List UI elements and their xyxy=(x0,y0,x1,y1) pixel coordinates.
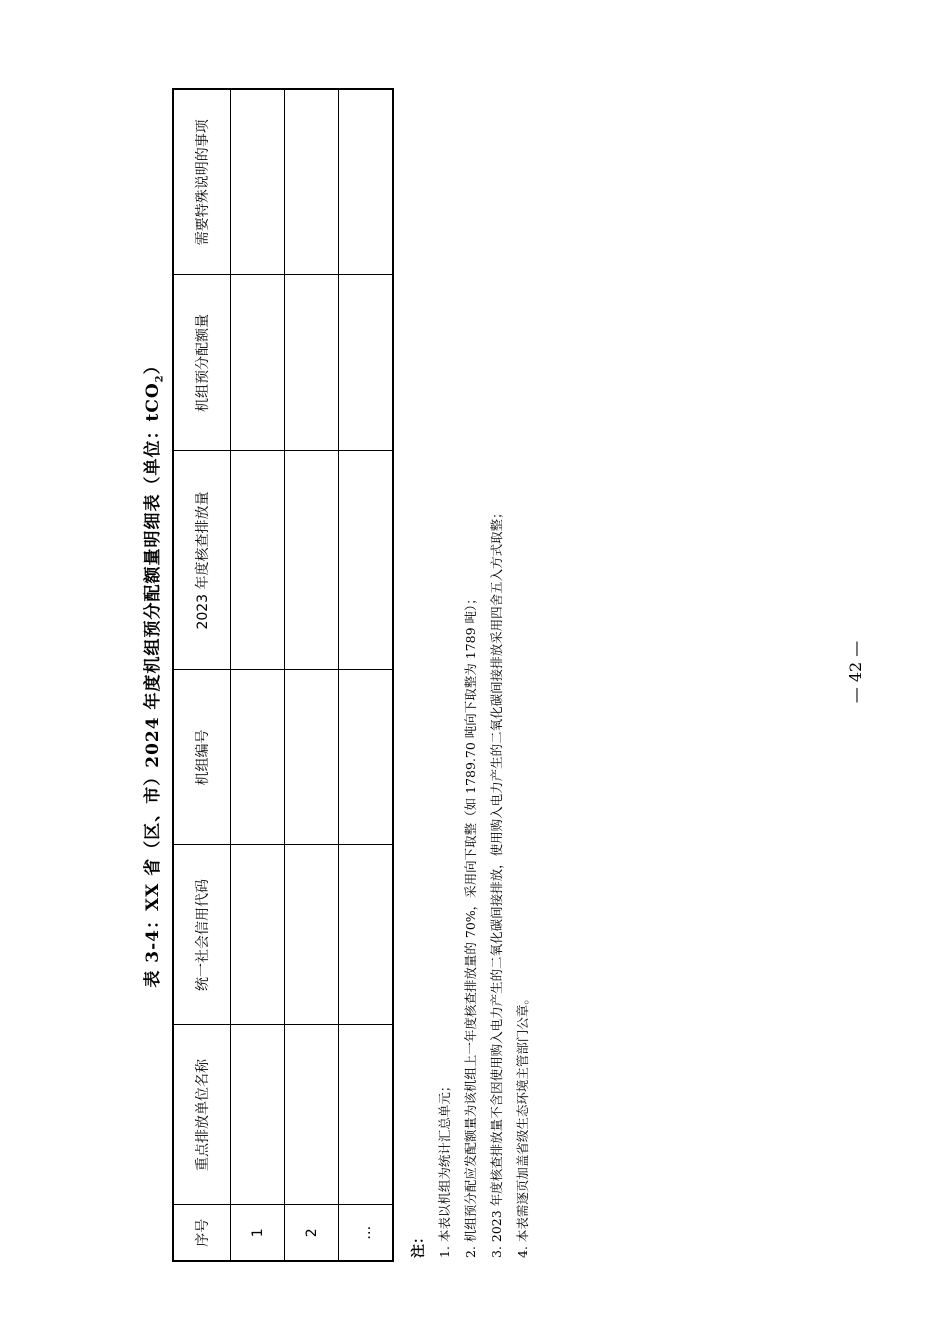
table-cell xyxy=(285,275,339,451)
table-cell xyxy=(231,670,285,845)
header-special-notes: 需要特殊说明的事项 xyxy=(173,89,231,275)
table-cell xyxy=(339,670,394,845)
table-row xyxy=(285,89,339,1261)
allocation-table xyxy=(172,88,394,1262)
note-item: 4. 本表需逐页加盖省级生态环境主管部门公章。 xyxy=(515,992,530,1258)
table-cell xyxy=(231,845,285,1025)
table-row xyxy=(231,89,285,1261)
header-unit-number: 机组编号 xyxy=(173,670,231,845)
table-cell xyxy=(285,451,339,670)
header-pre-allocation: 机组预分配额量 xyxy=(173,275,231,451)
notes xyxy=(406,506,536,1258)
table-row xyxy=(339,89,394,1261)
note-item: 1. 本表以机组为统计汇总单元； xyxy=(437,1079,452,1258)
notes-heading: 注： xyxy=(411,1230,427,1258)
page-number: — 42 — xyxy=(846,640,865,704)
table-cell xyxy=(231,275,285,451)
table-cell xyxy=(285,1025,339,1205)
table-cell: … xyxy=(339,1205,394,1261)
table-cell xyxy=(231,451,285,670)
table-header-row xyxy=(173,89,231,1261)
header-verified-emissions: 2023 年度核查排放量 xyxy=(173,451,231,670)
note-item: 2. 机组预分配应发配额量为该机组上一年度核查排放量的 70%，采用向下取整（如 1789.70 吨向下取整为 1789 吨）； xyxy=(463,592,478,1258)
table-cell: 1 xyxy=(231,1205,285,1261)
table-cell xyxy=(339,451,394,670)
note-item: 3. 2023 年度核查排放量不含因使用购入电力产生的二氧化碳间接排放，使用购入电力产生的二氧化碳间接排放采用四舍五入方式取整； xyxy=(489,506,504,1258)
table-cell xyxy=(231,89,285,275)
table-cell xyxy=(339,89,394,275)
table-cell xyxy=(285,89,339,275)
table-cell: 2 xyxy=(285,1205,339,1261)
table-title: 表 3-4：XX 省（区、市）2024 年度机组预分配额量明细表（单位：tCO$_2$） xyxy=(143,356,166,988)
table-cell xyxy=(285,845,339,1025)
header-index: 序号 xyxy=(173,1205,231,1261)
table-cell xyxy=(285,670,339,845)
table-cell xyxy=(339,275,394,451)
table-cell xyxy=(339,1025,394,1205)
header-credit-code: 统一社会信用代码 xyxy=(173,845,231,1025)
table-cell xyxy=(339,845,394,1025)
header-unit-name: 重点排放单位名称 xyxy=(173,1025,231,1205)
table-cell xyxy=(231,1025,285,1205)
